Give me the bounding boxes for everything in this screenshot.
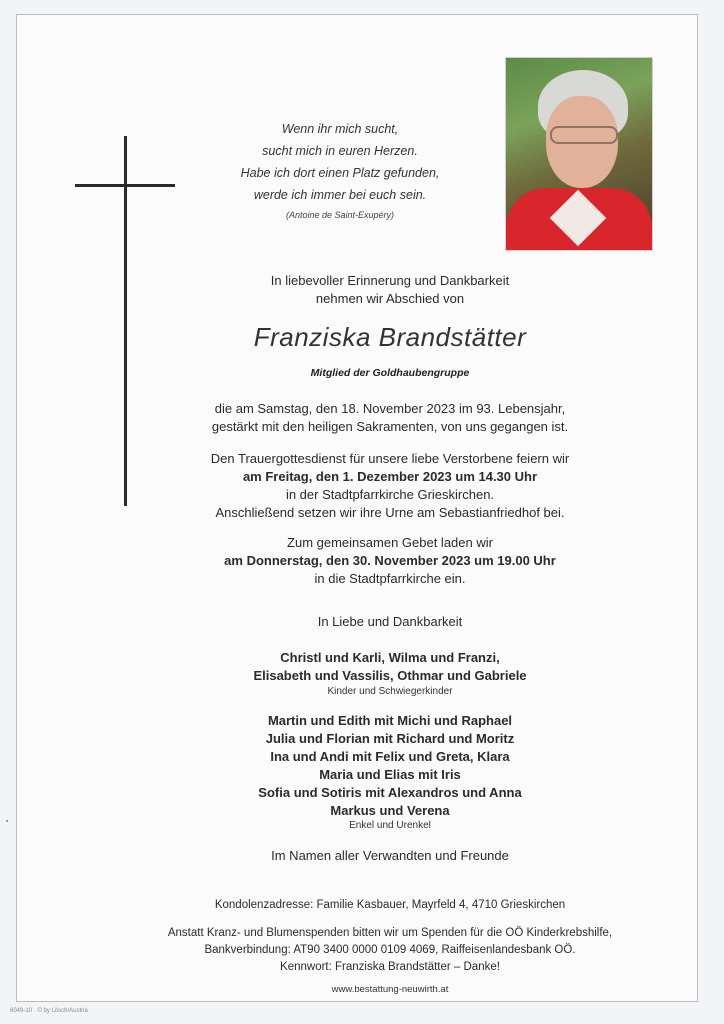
grandchildren-line: Markus und Verena [330, 803, 450, 818]
funeral-info [140, 450, 640, 522]
quote-line: Habe ich dort einen Platz gefunden, [240, 166, 440, 180]
membership: Mitglied der Goldhaubengruppe [310, 367, 470, 379]
grandchildren-line: Martin und Edith mit Michi und Raphael [267, 713, 513, 728]
death-notice [140, 400, 640, 436]
donation-line: Kennwort: Franziska Brandstätter – Danke! [280, 961, 500, 973]
donation-line: Anstatt Kranz- und Blumenspenden bitten wir um Spenden für die OÖ Kinderkrebshilfe, [167, 927, 613, 939]
death-line: die am Samstag, den 18. November 2023 im 93. Lebensjahr, [214, 401, 566, 416]
quote-author: (Antoine de Saint-Exupéry) [285, 210, 395, 220]
children-line: Christl und Karli, Wilma und Franzi, [280, 650, 500, 665]
grandchildren-line: Sofia und Sotiris mit Alexandros und Anna [258, 785, 522, 800]
relatives: Im Namen aller Verwandten und Freunde [271, 848, 509, 863]
cross-icon [124, 136, 127, 506]
children-line: Elisabeth und Vassilis, Othmar und Gabriele [253, 668, 527, 683]
grandchildren-role: Enkel und Urenkel [349, 820, 431, 831]
prayer-info [140, 534, 640, 588]
quote-line: werde ich immer bei euch sein. [253, 188, 427, 202]
children-role: Kinder und Schwiegerkinder [327, 686, 453, 697]
grandchildren-names [140, 712, 640, 820]
grandchildren-line: Julia und Florian mit Richard und Moritz [265, 731, 515, 746]
portrait-photo [505, 57, 653, 251]
prayer-date: am Donnerstag, den 30. November 2023 um 19.00 Uhr [224, 553, 556, 568]
funeral-line: Anschließend setzen wir ihre Urne am Sebastianfriedhof bei. [215, 505, 565, 520]
funeral-line: Den Trauergottesdienst für unsere liebe Verstorbene feiern wir [210, 451, 570, 466]
donation-info [110, 925, 670, 976]
intro-line: nehmen wir Abschied von [315, 291, 465, 306]
intro [140, 272, 640, 308]
quote [160, 118, 520, 206]
funeral-line: in der Stadtpfarrkirche Grieskirchen. [285, 487, 495, 502]
prayer-line: in die Stadtpfarrkirche ein. [314, 571, 466, 586]
grandchildren-line: Maria und Elias mit Iris [319, 767, 461, 782]
death-line: gestärkt mit den heiligen Sakramenten, von uns gegangen ist. [211, 419, 569, 434]
funeral-date: am Freitag, den 1. Dezember 2023 um 14.30 Uhr [242, 469, 538, 484]
grandchildren-line: Ina und Andi mit Felix und Greta, Klara [270, 749, 510, 764]
prayer-line: Zum gemeinsamen Gebet laden wir [287, 535, 493, 550]
children-names [140, 649, 640, 685]
intro-line: In liebevoller Erinnerung und Dankbarkeit [270, 273, 510, 288]
scan-dot [6, 820, 8, 822]
quote-line: Wenn ihr mich sucht, [281, 122, 399, 136]
condolence-address: Kondolenzadresse: Familie Kasbauer, Mayrfeld 4, 4710 Grieskirchen [214, 899, 566, 911]
donation-line: Bankverbindung: AT90 3400 0000 0109 4069, Raiffeisenlandesbank OÖ. [204, 944, 576, 956]
deceased-name: Franziska Brandstätter [253, 322, 527, 352]
closing: In Liebe und Dankbarkeit [317, 614, 463, 629]
print-code: 6049-10 · © by Lösch/Austria [10, 1008, 88, 1014]
website-link[interactable]: www.bestattung-neuwirth.at [331, 984, 449, 995]
quote-line: sucht mich in euren Herzen. [262, 144, 418, 158]
